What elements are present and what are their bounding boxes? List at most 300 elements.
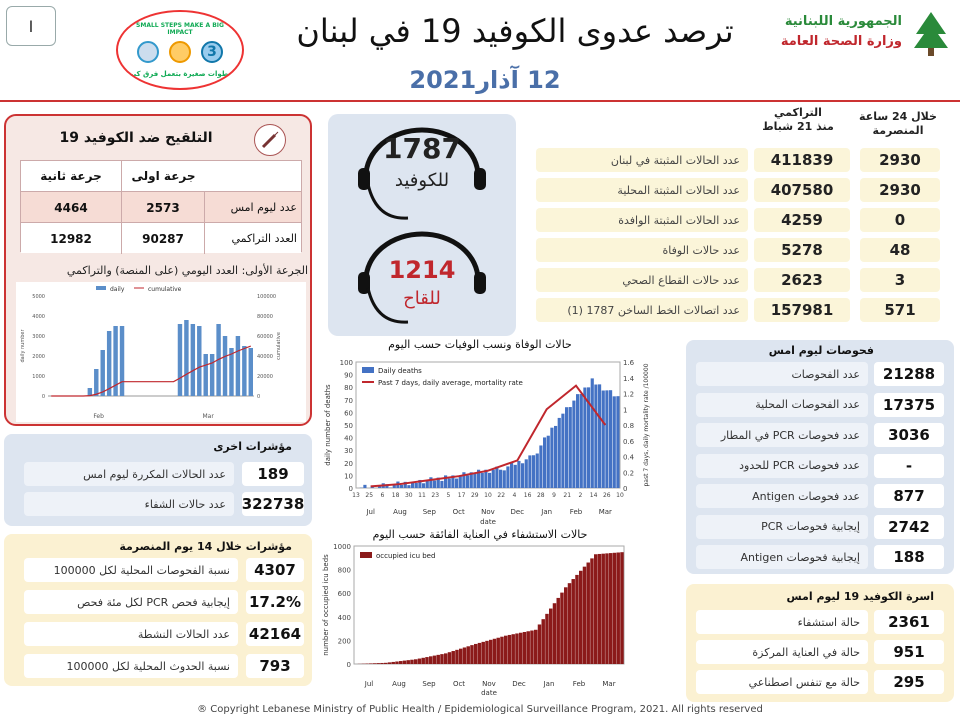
deaths-bar <box>506 466 509 488</box>
deaths-bar <box>440 481 443 488</box>
icu-bar <box>609 553 612 664</box>
y-tick-label: 5000 <box>32 294 45 300</box>
deaths-bar <box>528 455 531 488</box>
indicator-14-label: عدد الحالات النشطة <box>24 622 238 646</box>
ministry-line1: الجمهورية اللبنانية <box>784 14 902 29</box>
hotline-covid-number: 1787 <box>383 132 461 165</box>
vacc-row-second: 4464 <box>54 200 88 215</box>
icu-bar <box>392 662 395 664</box>
hotline-vaccine-number: 1214 <box>388 256 456 284</box>
icu-bar <box>557 598 560 664</box>
indicator-14-label: نسبة الفحوصات المحلية لكل 100000 <box>24 558 238 582</box>
icu-bar <box>410 660 413 664</box>
deaths-bar <box>510 462 513 488</box>
x-day-tick: 13 <box>352 492 360 499</box>
y2-tick-label: 40000 <box>257 354 273 360</box>
other-indicators-panel <box>4 434 312 526</box>
x-month-label: Jan <box>541 508 553 516</box>
icu-bar <box>482 642 485 664</box>
vacc-daily-bar <box>210 354 214 396</box>
deaths-bar <box>605 390 608 488</box>
deaths-bar <box>536 454 539 488</box>
main-stat-24h: 0 <box>860 208 940 232</box>
test-label: عدد الفحوصات <box>696 362 868 386</box>
y2-tick-label: 1.4 <box>623 374 635 383</box>
x-day-tick: 11 <box>418 492 426 499</box>
x-day-tick: 30 <box>404 492 413 499</box>
y-tick-label: 0 <box>346 661 351 669</box>
deaths-bar <box>591 378 594 488</box>
icu-bar <box>433 656 436 664</box>
icu-bar <box>485 641 488 664</box>
x-day-tick: 5 <box>446 492 451 499</box>
icu-bar <box>403 661 406 664</box>
bed-value: 295 <box>874 670 944 694</box>
x-day-tick: 9 <box>552 492 556 499</box>
icu-bar <box>617 552 620 664</box>
icu-bar <box>560 593 563 664</box>
handwash-icon <box>137 41 159 63</box>
icu-bar <box>455 650 458 664</box>
x-day-tick: 4 <box>512 492 517 499</box>
x-day-tick: 17 <box>457 492 466 499</box>
vacc-daily-bar <box>178 324 182 396</box>
icu-bar <box>418 659 421 664</box>
icu-bar <box>369 663 372 664</box>
legend-deaths-label: Daily deaths <box>378 367 422 375</box>
legend-icu-swatch <box>360 552 372 558</box>
campaign-bottom-text: خطوات صغيرة بتعمل فرق كبير <box>126 70 234 78</box>
x-day-tick: 29 <box>470 492 479 499</box>
x-group-label: Mar <box>202 413 214 420</box>
deaths-bar <box>400 485 403 488</box>
deaths-bar <box>455 479 458 488</box>
y-tick-label: 10 <box>344 472 353 481</box>
page-title: ترصد عدوى الكوفيد 19 في لبنان <box>296 12 734 50</box>
deaths-bar <box>565 407 568 488</box>
distance-icon: 3 <box>201 41 223 63</box>
legend-deaths-swatch <box>362 367 374 373</box>
x-month-label: Dec <box>510 508 525 516</box>
tests-title: فحوصات ليوم امس <box>768 344 874 357</box>
deaths-bar <box>481 473 484 488</box>
col-header-24h-sub: المنصرمة <box>872 124 924 137</box>
y2-axis-label: cumulative <box>276 332 282 360</box>
x-month-label: Oct <box>452 680 466 688</box>
icu-bar <box>504 636 507 664</box>
icu-bar <box>399 661 402 664</box>
indicator-14-label: إيجابية فحص PCR لكل مئة فحص <box>24 590 238 614</box>
x-group-label: Feb <box>93 413 104 420</box>
y-tick-label: 100 <box>339 359 353 367</box>
deaths-chart-title: حالات الوفاة ونسب الوفيات حسب اليوم <box>388 338 572 351</box>
y-tick-label: 40 <box>344 434 353 443</box>
vacc-row-first: 90287 <box>121 223 205 254</box>
test-label: عدد الفحوصات المحلية <box>696 393 868 417</box>
deaths-bar <box>499 470 502 488</box>
icu-bar <box>553 603 556 664</box>
deaths-bar <box>547 436 550 488</box>
hotline-panel <box>328 114 516 336</box>
icu-bar <box>545 614 548 664</box>
test-value: 21288 <box>874 362 944 386</box>
icu-bar <box>527 631 530 664</box>
vaccination-title: التلقيح ضد الكوفيد 19 <box>59 130 213 146</box>
deaths-bar <box>580 394 583 488</box>
deaths-bar <box>554 426 557 488</box>
icu-bar <box>538 624 541 664</box>
bed-label: حالة استشفاء <box>696 610 868 634</box>
mask-icon <box>169 41 191 63</box>
main-stat-label: عدد اتصالات الخط الساخن 1787 (1) <box>536 298 748 322</box>
legend-cumulative-label: cumulative <box>148 286 182 293</box>
deaths-bar <box>484 470 487 488</box>
y2-tick-label: 1 <box>623 406 628 415</box>
icu-bar <box>515 633 518 664</box>
x-month-label: Dec <box>512 680 526 688</box>
y-tick-label: 0 <box>348 485 353 493</box>
y-axis-label: daily number <box>20 329 26 363</box>
y2-tick-label: 60000 <box>257 334 273 340</box>
x-month-label: Mar <box>598 508 612 516</box>
vacc-daily-bar <box>249 348 253 396</box>
y-tick-label: 1000 <box>333 543 351 551</box>
y-tick-label: 600 <box>337 590 351 599</box>
deaths-bar <box>407 485 410 488</box>
icu-chart <box>320 540 640 698</box>
x-day-tick: 22 <box>497 492 506 499</box>
test-value: 17375 <box>874 393 944 417</box>
deaths-bar <box>448 479 451 488</box>
icu-bar <box>500 637 503 664</box>
x-month-label: Sep <box>422 680 436 688</box>
icu-bar <box>380 663 383 664</box>
test-label: عدد فحوصات Antigen <box>696 484 868 508</box>
icu-bar <box>519 633 522 664</box>
vacc-daily-bar <box>184 320 188 396</box>
vacc-daily-bar <box>94 369 98 396</box>
deaths-bar <box>613 396 616 488</box>
vacc-daily-bar <box>120 326 124 396</box>
vacc-row-label: عدد ليوم امس <box>230 201 297 214</box>
icu-bar <box>605 553 608 664</box>
icu-bar <box>598 554 601 664</box>
deaths-bar <box>415 483 418 488</box>
main-stat-cumulative: 157981 <box>754 298 850 322</box>
deaths-bar <box>572 401 575 488</box>
x-month-label: Mar <box>602 680 616 688</box>
col-header-cum-title: التراكمي <box>774 106 822 119</box>
y-tick-label: 0 <box>41 394 45 400</box>
icu-bar <box>384 663 387 664</box>
icu-bar <box>388 662 391 664</box>
test-value: - <box>874 454 944 478</box>
deaths-bar <box>488 473 491 488</box>
vacc-daily-bar <box>197 326 201 396</box>
other-indicator-label: عدد الحالات المكررة ليوم امس <box>24 462 234 486</box>
test-label: عدد فحوصات PCR للحدود <box>696 454 868 478</box>
y2-axis-label: past 7 days, daily mortality rate /100000 <box>643 363 650 487</box>
test-value: 2742 <box>874 515 944 539</box>
icu-bar <box>440 654 443 664</box>
y-tick-label: 50 <box>344 422 353 430</box>
main-stat-label: عدد حالات الوفاة <box>536 238 748 262</box>
syringe-icon <box>254 124 286 156</box>
y2-tick-label: 0.6 <box>623 437 635 446</box>
icu-bar <box>523 632 526 664</box>
x-month-label: Nov <box>481 508 495 516</box>
x-month-label: Jul <box>364 680 374 688</box>
col-header-cum <box>748 106 848 134</box>
deaths-chart <box>320 352 666 534</box>
deaths-bar <box>459 475 462 488</box>
y-tick-label: 20 <box>344 459 353 468</box>
icu-bar <box>579 571 582 664</box>
deaths-bar <box>550 428 553 488</box>
deaths-bar <box>495 467 498 488</box>
x-month-label: Aug <box>392 680 406 688</box>
icu-bar <box>590 558 593 664</box>
y2-tick-label: 20000 <box>257 374 273 380</box>
deaths-bar <box>492 470 495 488</box>
deaths-bar <box>363 485 366 488</box>
campaign-logo <box>116 10 244 90</box>
test-value: 877 <box>874 484 944 508</box>
deaths-bar <box>569 407 572 488</box>
col-header-24h-title: خلال 24 ساعة <box>859 110 937 123</box>
main-stat-cumulative: 5278 <box>754 238 850 262</box>
y-tick-label: 200 <box>337 637 351 646</box>
icu-chart-title: حالات الاستشفاء في العناية الفائقة حسب اليوم <box>372 528 588 541</box>
legend-daily-label: daily <box>110 286 125 293</box>
y-tick-label: 60 <box>344 409 353 418</box>
icu-bar <box>594 554 597 664</box>
deaths-bar <box>466 475 469 488</box>
deaths-bar <box>543 437 546 488</box>
legend-daily-swatch <box>96 286 106 290</box>
indicator-14-value: 42164 <box>246 622 304 646</box>
x-day-tick: 23 <box>431 492 440 499</box>
legend-rate-label: Past 7 days, daily average, mortality rate <box>378 379 523 387</box>
deaths-bar <box>525 459 528 488</box>
col-header-cum-sub: منذ 21 شباط <box>762 120 834 133</box>
deaths-bar <box>561 414 564 488</box>
icu-bar <box>534 630 537 664</box>
vacc-daily-bar <box>101 350 105 396</box>
deaths-bar <box>602 391 605 488</box>
icu-bar <box>467 646 470 664</box>
icu-bar <box>429 656 432 664</box>
y2-tick-label: 100000 <box>257 294 277 300</box>
bed-value: 951 <box>874 640 944 664</box>
vacc-row-label: العدد التراكمي <box>231 232 297 245</box>
vacc-daily-bar <box>204 354 208 396</box>
deaths-bar <box>609 390 612 488</box>
icu-bar <box>470 645 473 664</box>
icu-bar <box>437 655 440 664</box>
y-tick-label: 70 <box>344 396 353 405</box>
icu-bar <box>444 653 447 664</box>
x-day-tick: 10 <box>616 492 624 499</box>
page-number: I <box>28 16 34 36</box>
deaths-bar <box>576 394 579 488</box>
deaths-bar <box>594 385 597 488</box>
y2-tick-label: 80000 <box>257 314 273 320</box>
icu-bar <box>530 631 533 664</box>
icu-bar <box>448 652 451 664</box>
y2-tick-label: 0.8 <box>623 422 635 430</box>
main-stat-cumulative: 2623 <box>754 268 850 292</box>
vacc-table-row <box>21 222 301 253</box>
icu-bar <box>474 644 477 664</box>
main-stat-24h: 571 <box>860 298 940 322</box>
test-label: إيجابية فحوصات Antigen <box>696 545 868 569</box>
y2-tick-label: 0 <box>257 394 261 400</box>
y-tick-label: 30 <box>344 447 353 456</box>
icu-bar <box>373 663 376 664</box>
x-day-tick: 18 <box>391 492 400 499</box>
deaths-bar <box>473 473 476 488</box>
test-label: إيجابية فحوصات PCR <box>696 515 868 539</box>
indicator-14-value: 793 <box>246 654 304 678</box>
vaccination-table <box>20 160 302 252</box>
y-tick-label: 4000 <box>32 314 45 320</box>
other-indicator-value: 322738 <box>242 492 304 516</box>
cedar-icon <box>910 10 952 56</box>
indicators-14-title: مؤشرات خلال 14 يوم المنصرمة <box>119 540 292 553</box>
bed-label: حالة في العناية المركزة <box>696 640 868 664</box>
bed-value: 2361 <box>874 610 944 634</box>
x-day-tick: 26 <box>602 492 611 499</box>
x-month-label: Aug <box>393 508 407 516</box>
y2-tick-label: 1.2 <box>623 390 635 399</box>
deaths-bar <box>558 418 561 488</box>
icu-bar <box>497 638 500 664</box>
icu-bar <box>425 657 428 664</box>
main-stat-label: عدد الحالات المثبتة المحلية <box>536 178 748 202</box>
hotline-vaccine-label: للقاح <box>403 288 441 309</box>
x-day-tick: 28 <box>536 492 545 499</box>
deaths-bar <box>539 445 542 488</box>
y-axis-label: number of occupied icu beds <box>322 554 330 656</box>
vaccination-chart <box>16 282 306 422</box>
x-month-label: Feb <box>569 508 583 516</box>
main-stat-label: عدد الحالات المثبتة في لبنان <box>536 148 748 172</box>
deaths-bar <box>514 465 517 488</box>
y-tick-label: 1000 <box>32 374 45 380</box>
bed-label: حالة مع تنفس اصطناعي <box>696 670 868 694</box>
deaths-bar <box>517 461 520 488</box>
vacc-daily-bar <box>242 346 246 396</box>
main-stat-24h: 2930 <box>860 178 940 202</box>
y2-tick-label: 1.6 <box>623 359 635 367</box>
main-stat-24h: 48 <box>860 238 940 262</box>
main-stat-label: عدد حالات القطاع الصحي <box>536 268 748 292</box>
y-tick-label: 90 <box>344 371 353 380</box>
test-value: 188 <box>874 545 944 569</box>
icu-bar <box>463 647 466 664</box>
test-value: 3036 <box>874 423 944 447</box>
indicators-14-panel <box>4 534 312 686</box>
vacc-col-second-header: جرعة ثانية <box>40 169 102 183</box>
icu-bar <box>452 651 455 664</box>
ministry-logo <box>760 10 952 60</box>
x-month-label: Jul <box>366 508 375 516</box>
main-stat-label: عدد الحالات المثبتة الوافدة <box>536 208 748 232</box>
icu-bar <box>493 639 496 664</box>
campaign-top-text: SMALL STEPS MAKE A BIG IMPACT <box>136 22 224 36</box>
other-indicator-value: 189 <box>242 462 304 486</box>
other-indicators-title: مؤشرات اخرى <box>213 440 292 453</box>
y-tick-label: 2000 <box>32 354 45 360</box>
ministry-line2: وزارة الصحة العامة <box>780 34 902 49</box>
indicator-14-value: 17.2% <box>246 590 304 614</box>
beds-panel <box>686 584 954 702</box>
x-day-tick: 16 <box>523 492 532 499</box>
y-axis-label: daily number of deaths <box>324 384 332 466</box>
vacc-daily-bar <box>191 324 195 396</box>
deaths-bar <box>532 455 535 488</box>
other-indicator-label: عدد حالات الشفاء <box>24 492 234 516</box>
vacc-daily-bar <box>107 331 111 396</box>
icu-bar <box>583 567 586 664</box>
x-month-label: Oct <box>452 508 465 516</box>
y2-tick-label: 0.2 <box>623 469 635 478</box>
icu-bar <box>377 663 380 664</box>
col-header-24h <box>848 110 948 138</box>
icu-bar <box>395 661 398 664</box>
vacc-row-first: 2573 <box>121 192 205 223</box>
indicator-14-label: نسبة الحدوث المحلية لكل 100000 <box>24 654 238 678</box>
y2-tick-label: 0.4 <box>623 453 635 462</box>
icu-bar <box>587 563 590 664</box>
beds-title: اسرة الكوفيد 19 ليوم امس <box>786 590 934 603</box>
main-stat-24h: 3 <box>860 268 940 292</box>
deaths-bar <box>616 396 619 488</box>
footer-copyright: ® Copyright Lebanese Ministry of Public Health / Epidemiological Surveillance Program, 2021. All rights reserved <box>197 704 763 715</box>
y-tick-label: 3000 <box>32 334 45 340</box>
icu-bar <box>613 553 616 664</box>
hotline-covid-label: للكوفيد <box>394 170 450 191</box>
vacc-col-first-header: جرعة اولى <box>121 161 205 191</box>
x-day-tick: 6 <box>380 492 385 499</box>
icu-bar <box>549 609 552 664</box>
y-tick-label: 400 <box>337 613 351 622</box>
x-day-tick: 21 <box>563 492 572 499</box>
y-tick-label: 800 <box>337 566 351 575</box>
vacc-chart-bg <box>16 282 306 422</box>
vacc-row-second: 12982 <box>50 231 92 246</box>
y-tick-label: 80 <box>344 384 353 393</box>
icu-bar <box>575 575 578 664</box>
vacc-daily-bar <box>223 336 227 396</box>
deaths-bar <box>422 483 425 488</box>
x-day-tick: 10 <box>484 492 492 499</box>
icu-bar <box>602 554 605 664</box>
deaths-bar <box>433 481 436 488</box>
icu-bar <box>542 619 545 664</box>
icu-bar <box>489 640 492 664</box>
icu-bar <box>478 643 481 664</box>
indicator-14-value: 4307 <box>246 558 304 582</box>
page-number-box <box>6 6 56 46</box>
header-divider <box>0 100 960 102</box>
deaths-bar <box>598 384 601 488</box>
icu-bar <box>407 660 410 664</box>
vacc-table-row <box>21 191 301 222</box>
icu-bar <box>568 583 571 664</box>
x-month-label: Feb <box>572 680 586 688</box>
